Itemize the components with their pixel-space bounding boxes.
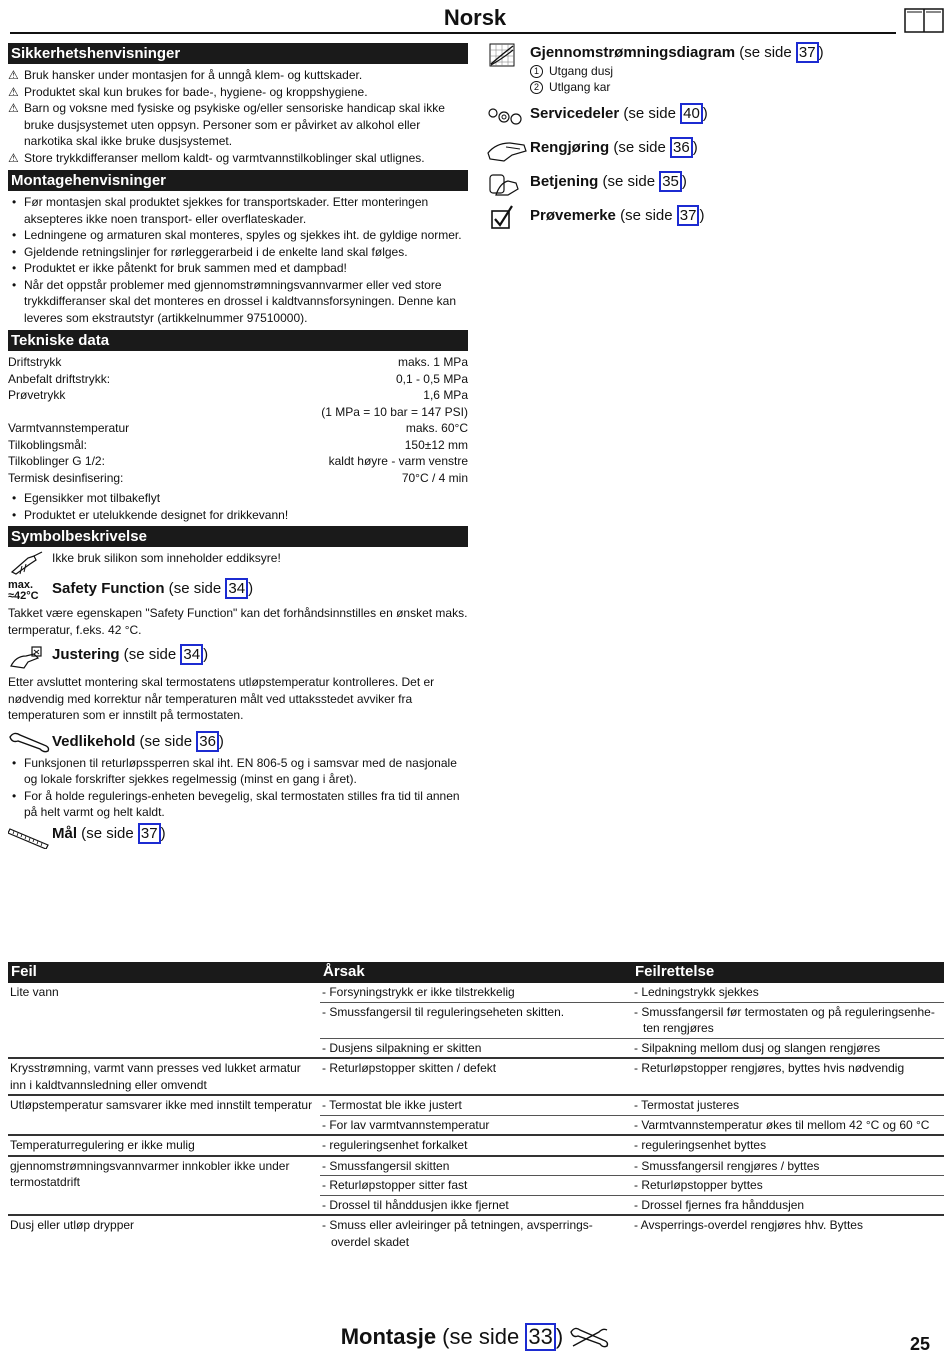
- tech-bullets: [8, 490, 468, 523]
- remedy-cell: - Varmtvannstemperatur økes til mellom 42 °C og 60 °C: [634, 1117, 930, 1132]
- service-parts-item: Servicedeler (se side 40 ): [486, 103, 946, 129]
- table-row: [8, 1156, 944, 1176]
- mounting-list: [8, 194, 468, 326]
- table-row: [8, 1135, 944, 1156]
- page-number: 25: [910, 1334, 931, 1354]
- cause-cell: - Forsyningstrykk er ikke tilstrekkelig: [322, 985, 515, 999]
- test-mark-item: Prøvemerke (se side 37 ): [486, 205, 946, 231]
- flow-sub-item: 1 Utgang dusj: [530, 63, 824, 79]
- safety-function-title: Safety Function: [52, 580, 165, 597]
- remedy-cell: - Termostat justeres: [634, 1098, 740, 1112]
- cause-cell: - For lav varmtvannstemperatur: [322, 1117, 490, 1132]
- page-title: Norsk: [443, 5, 507, 30]
- list-item: • Ledningene og armaturen skal monteres, spyles og sjekkes iht. de gyldige normer.: [8, 227, 468, 244]
- cause-cell: - Smuss eller avleiringer på tetningen, avsperrings- overdel skadet: [322, 1218, 593, 1249]
- safety-item: ⚠ Bruk hansker under montasjen for å unngå klem- og kuttskader.: [8, 68, 363, 82]
- tech-heading: Tekniske data: [8, 330, 468, 351]
- warning-icon: ⚠: [8, 101, 19, 115]
- fault-cell: Utløpstemperatur samsvarer ikke med innstilt temperatur: [8, 1095, 320, 1135]
- ruler-icon: [8, 823, 52, 849]
- adjust-text: Etter avsluttet montering skal termostatens utløpstemperatur kontrolleres. Det er nødvendig med korrektur når temperaturen målt ved uttaksstedet avviker fra temperaturen som er innstilt på termostaten.: [8, 675, 435, 722]
- column-header: Feil: [8, 962, 320, 983]
- page-link[interactable]: 36: [670, 137, 693, 158]
- cause-cell: - Returløpstopper skitten / defekt: [322, 1061, 497, 1075]
- cause-cell: - Drossel til hånddusjen ikke fjernet: [322, 1197, 509, 1212]
- page-link[interactable]: 35: [659, 171, 682, 192]
- warning-icon: ⚠: [8, 150, 19, 165]
- table-header-row: [8, 962, 944, 983]
- column-header: Årsak: [320, 962, 632, 983]
- service-parts-icon: [486, 103, 530, 129]
- tech-row: Tilkoblingsmål: 150±12 mm: [8, 437, 468, 452]
- fault-cell: Lite vann: [10, 985, 59, 999]
- title-divider: [10, 32, 896, 34]
- silicone-gun-icon: [8, 550, 52, 576]
- silicone-note: Ikke bruk silikon som inneholder eddiksyre!: [8, 550, 468, 576]
- cause-cell: - reguleringsenhet forkalket: [322, 1138, 468, 1152]
- remedy-cell: - Smussfangersil rengjøres / byttes: [634, 1158, 820, 1173]
- wrench-icon: [8, 731, 52, 753]
- remedy-cell: - Returløpstopper byttes: [634, 1178, 763, 1192]
- right-column: [486, 42, 946, 239]
- page-link[interactable]: 40: [680, 103, 703, 124]
- remedy-cell: - Returløpstopper rengjøres, byttes hvis nødvendig: [634, 1061, 905, 1075]
- warning-icon: ⚠: [8, 84, 19, 99]
- operation-title: Betjening: [530, 173, 599, 190]
- max-temp-icon: max. ≈42°C: [8, 579, 39, 602]
- remedy-cell: - Drossel fjernes fra hånddusjen: [634, 1197, 805, 1212]
- remedy-cell: - Ledningstrykk sjekkes: [634, 985, 759, 999]
- cleaning-hand-icon: [486, 137, 530, 163]
- flow-diagram-item: Gjennomstrømningsdiagram (se side 37 ) 1 Utgang dusj 2 Utlgang kar: [486, 42, 946, 95]
- adjust-title: Justering: [52, 646, 120, 663]
- safety-function-row: max. ≈42°C Safety Function (se side 34 ): [8, 579, 254, 602]
- safety-function-text: Takket være egenskapen "Safety Function" kan det forhåndsinnstilles en ønsket maks. termperatur, f.eks. 42 °C.: [8, 606, 468, 637]
- remedy-cell: - Avsperrings-overdel rengjøres hhv. Byttes: [634, 1218, 863, 1232]
- tech-row: (1 MPa = 10 bar = 147 PSI): [321, 404, 468, 419]
- fault-cell: Krysstrømning, varmt vann presses ved lukket armatur inn i kaldtvannsledning eller omvendt: [8, 1058, 320, 1095]
- dimensions-row: Mål (se side 37 ): [8, 823, 468, 849]
- test-mark-title: Prøvemerke: [530, 207, 616, 224]
- maintenance-row: Vedlikehold (se side 36 ): [8, 731, 468, 753]
- book-icon: [904, 8, 944, 34]
- remedy-cell: - Smussfangersil før termostaten og på reguleringsenhe- ten rengjøres: [634, 1004, 935, 1035]
- tech-row: Termisk desinfisering: 70°C / 4 min: [8, 470, 468, 485]
- footer-montasje: Montasje (se side 33 ): [0, 1322, 950, 1352]
- dimensions-title: Mål: [52, 824, 78, 842]
- maintenance-list: [8, 755, 468, 821]
- cause-cell: - Smussfangersil skitten: [322, 1158, 450, 1173]
- remedy-cell: - Silpakning mellom dusj og slangen rengjøres: [634, 1040, 881, 1055]
- fault-cell: Temperaturregulering er ikke mulig: [8, 1135, 320, 1156]
- tech-row: Driftstrykk maks. 1 MPa: [8, 355, 468, 369]
- cleaning-item: Rengjøring (se side 36 ): [486, 137, 946, 163]
- safety-list: [8, 67, 468, 166]
- list-item: • Når det oppstår problemer med gjennomstrømningsvannvarmer eller ved store trykkdifferanser skal det monteres en drossel i kaldtvannsforsyningen. Denne kan leveres som ekstrautstyr (artikkelnummer 97510000).: [8, 277, 468, 327]
- page-link[interactable]: 37: [138, 823, 161, 844]
- cleaning-title: Rengjøring: [530, 139, 610, 156]
- tools-icon: [569, 1326, 609, 1350]
- tech-row: Varmtvannstemperatur maks. 60°C: [8, 421, 468, 435]
- remedy-cell: - reguleringsenhet byttes: [634, 1138, 767, 1152]
- warning-icon: ⚠: [8, 68, 19, 82]
- table-row: [8, 1058, 944, 1095]
- adjust-row: Justering (se side 34 ): [8, 644, 468, 672]
- checkbox-icon: [486, 205, 530, 231]
- footer-title: Montasje: [340, 1324, 437, 1349]
- tech-row: Tilkoblinger G 1/2: kaldt høyre - varm venstre: [8, 454, 468, 468]
- cause-cell: - Termostat ble ikke justert: [322, 1098, 462, 1112]
- operation-hand-icon: [486, 171, 530, 197]
- list-item: • Gjeldende retningslinjer for rørleggerarbeid i de enkelte land skal følges.: [8, 244, 468, 261]
- tech-row: Anbefalt driftstrykk: 0,1 - 0,5 MPa: [8, 371, 468, 386]
- safety-heading: Sikkerhetshenvisninger: [8, 43, 468, 64]
- safety-item: ⚠ Produktet skal kun brukes for bade-, hygiene- og kroppshygiene.: [8, 84, 368, 99]
- cause-cell: - Returløpstopper sitter fast: [322, 1178, 468, 1192]
- safety-item: ⚠ Store trykkdifferanser mellom kaldt- og varmtvannstilkoblinger skal utlignes.: [8, 150, 425, 165]
- operation-item: Betjening (se side 35 ): [486, 171, 946, 197]
- table-row: [8, 1215, 944, 1251]
- list-item: • Produktet er utelukkende designet for drikkevann!: [8, 507, 468, 524]
- flow-diagram-icon: [486, 42, 530, 68]
- fault-cell: Dusj eller utløp drypper: [8, 1215, 320, 1251]
- symbols-heading: Symbolbeskrivelse: [8, 526, 468, 547]
- page-link[interactable]: 36: [196, 731, 219, 752]
- tech-row: Prøvetrykk 1,6 MPa: [8, 388, 468, 402]
- list-item: • Produktet er ikke påtenkt for bruk sammen med et dampbad!: [8, 260, 468, 277]
- flow-sub-item: 2 Utlgang kar: [530, 79, 824, 95]
- list-item: • Funksjonen til returløpssperren skal iht. EN 806-5 og i samsvar med de nasjonale og lokale forskrifter sjekkes regelmessig (minst en gang i året).: [8, 755, 468, 788]
- tech-table: [8, 354, 468, 486]
- column-header: Feilrettelse: [632, 962, 944, 983]
- fault-cell: gjennomstrømningsvannvarmer innkobler ikke under termostatdrift: [8, 1156, 320, 1216]
- cause-cell: - Dusjens silpakning er skitten: [322, 1040, 482, 1055]
- list-item: • Før montasjen skal produktet sjekkes for transportskader. Etter monteringen aksepteres ikke noen transport- eller overflateskader.: [8, 194, 468, 227]
- maintenance-title: Vedlikehold: [52, 732, 136, 750]
- service-parts-title: Servicedeler: [530, 105, 620, 122]
- page-link[interactable]: 34: [225, 578, 248, 599]
- cause-cell: - Smussfangersil til reguleringseheten skitten.: [322, 1004, 565, 1019]
- table-row: [8, 983, 944, 1002]
- list-item: • Egensikker mot tilbakeflyt: [8, 490, 468, 507]
- mounting-heading: Montagehenvisninger: [8, 170, 468, 191]
- left-column: [8, 42, 468, 849]
- page-link[interactable]: 37: [677, 205, 700, 226]
- fault-table: [8, 962, 944, 1251]
- list-item: • For å holde regulerings-enheten bevegelig, skal termostaten stilles fra tid til annen på helt varmt og helt kaldt.: [8, 788, 468, 821]
- flow-diagram-title: Gjennomstrømningsdiagram: [530, 44, 736, 61]
- page-link[interactable]: 33: [525, 1323, 555, 1351]
- page-link[interactable]: 34: [180, 644, 203, 665]
- safety-item: ⚠ Barn og voksne med fysiske og psykiske og/eller sensoriske handicap skal ikke bruke dusjsystemet uten oppsyn. Personer som er påvirket av alkohol eller narkotika skal ikke bruke dusjsystemet.: [8, 101, 445, 148]
- adjust-hand-icon: [8, 644, 52, 672]
- table-row: [8, 1095, 944, 1115]
- page-link[interactable]: 37: [796, 42, 819, 63]
